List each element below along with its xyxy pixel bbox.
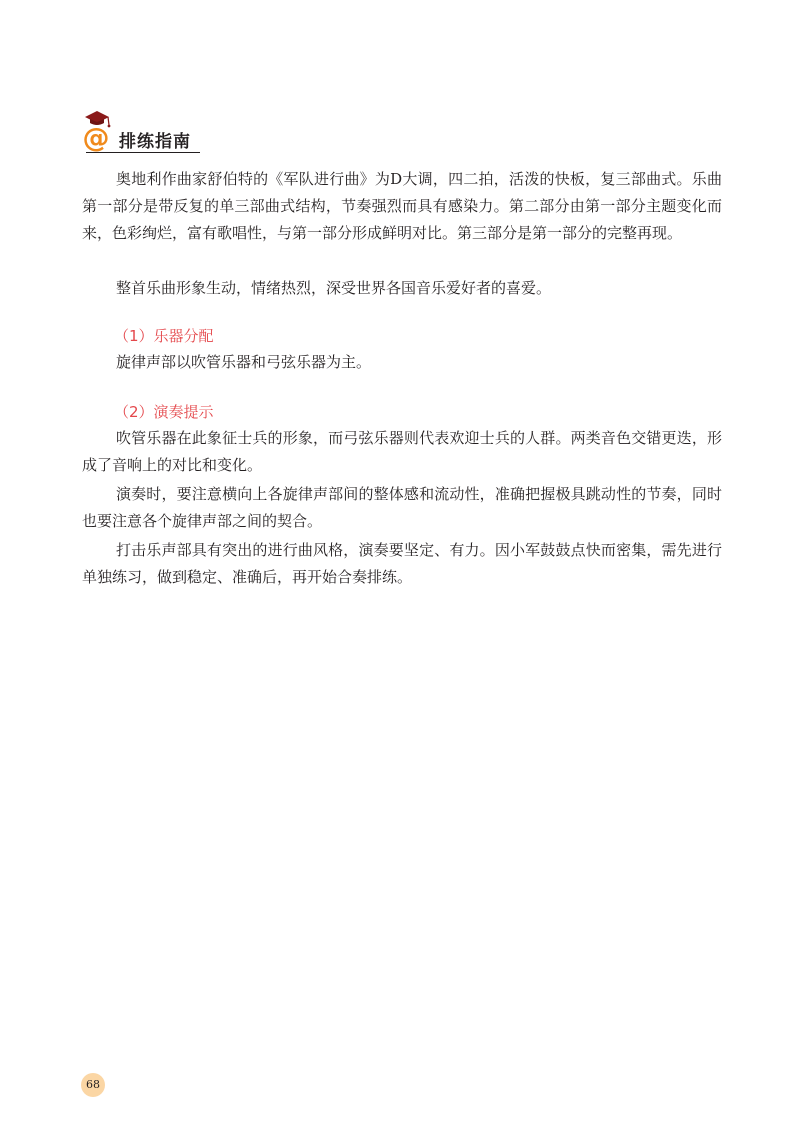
subsection-paragraph-instruments: 旋律声部以吹管乐器和弓弦乐器为主。 (116, 353, 372, 371)
performance-paragraph-1: 吹管乐器在此象征士兵的形象，而弓弦乐器则代表欢迎士兵的人群。两类音色交错更迭，形成了音响上的对比和变化。 (82, 429, 722, 474)
section-title: 排练指南 (119, 132, 191, 152)
intro-paragraph-2: 整首乐曲形象生动，情绪热烈，深受世界各国音乐爱好者的喜爱。 (116, 279, 552, 297)
subsection-heading-performance: （2）演奏提示 (114, 403, 214, 421)
page-number: 68 (81, 1073, 105, 1097)
subsection-heading-instruments: （1）乐器分配 (114, 327, 214, 345)
intro-paragraph-1: 奥地利作曲家舒伯特的《军队进行曲》为D大调，四二拍，活泼的快板，复三部曲式。乐曲第一部分是带反复的单三部曲式结构，节奏强烈而具有感染力。第二部分由第一部分主题变化而来，色彩绚烂，富有歌唱性，与第一部分形成鲜明对比。第三部分是第一部分的完整再现。 (82, 170, 722, 242)
graduation-cap-at-icon (82, 108, 116, 152)
performance-paragraph-2: 演奏时，要注意横向上各旋律声部间的整体感和流动性，准确把握极具跳动性的节奏，同时也要注意各个旋律声部之间的契合。 (82, 485, 722, 530)
svg-text:@: @ (82, 123, 110, 152)
section-header (82, 108, 202, 154)
performance-paragraph-3: 打击乐声部具有突出的进行曲风格，演奏要坚定、有力。因小军鼓鼓点快而密集，需先进行单独练习，做到稳定、准确后，再开始合奏排练。 (82, 541, 722, 586)
title-underline (86, 152, 200, 153)
